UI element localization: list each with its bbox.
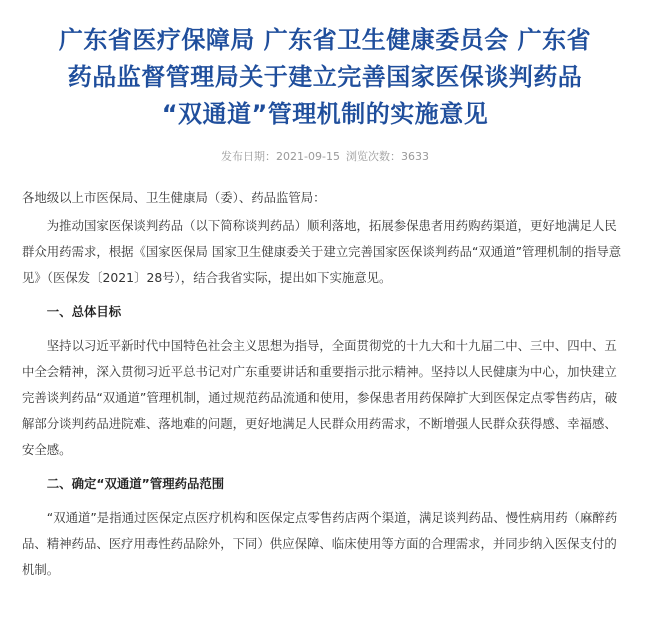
section-2-heading: 二、确定“双通道”管理药品范围: [46, 476, 225, 491]
article-title-line-2: 药品监督管理局关于建立完善国家医保谈判药品: [67, 63, 583, 91]
section-2-paragraph: “双通道”是指通过医保定点医疗机构和医保定点零售药店两个渠道，满足谈判药品、慢性病用药（麻醉药品、精神药品、医疗用毒性药品除外，下同）供应保障、临床使用等方面的合理需求，并同步纳入医保支付的机制。: [22, 510, 618, 577]
article-title: [22, 0, 628, 133]
section-1-paragraph: 坚持以习近平新时代中国特色社会主义思想为指导，全面贯彻党的十九大和十九届二中、三中、四中、五中全会精神，深入贯彻习近平总书记对广东重要讲话和重要指示批示精神。坚持以人民健康为中心，加快建立完善谈判药品“双通道”管理机制，通过规范药品流通和使用，参保患者用药保障扩大到医保定点零售药店，破解部分谈判药品进院难、落地难的问题，更好地满足人民群众用药需求，不断增强人民群众获得感、幸福感、安全感。: [22, 338, 618, 457]
article-title-line-3: “双通道”管理机制的实施意见: [161, 100, 489, 128]
publish-date-label: 发布日期：: [221, 150, 277, 163]
article-body: [22, 185, 628, 583]
article-meta: [22, 149, 628, 165]
publish-date: 2021-09-15: [276, 150, 340, 163]
view-count-label: 浏览次数：: [345, 150, 401, 163]
section-1-heading: 一、总体目标: [46, 304, 122, 319]
view-count: 3633: [400, 150, 429, 163]
intro-paragraph: 为推动国家医保谈判药品（以下简称谈判药品）顺利落地，拓展参保患者用药购药渠道，更好地满足人民群众用药需求，根据《国家医保局 国家卫生健康委关于建立完善国家医保谈判药品“双通道”管理机制的指导意见》（医保发〔2021〕28号），结合我省实际，提出如下实施意见。: [22, 218, 622, 285]
addressee: 各地级以上市医保局、卫生健康局（委）、药品监管局：: [22, 190, 326, 205]
article-title-line-1: 广东省医疗保障局 广东省卫生健康委员会 广东省: [58, 26, 592, 54]
